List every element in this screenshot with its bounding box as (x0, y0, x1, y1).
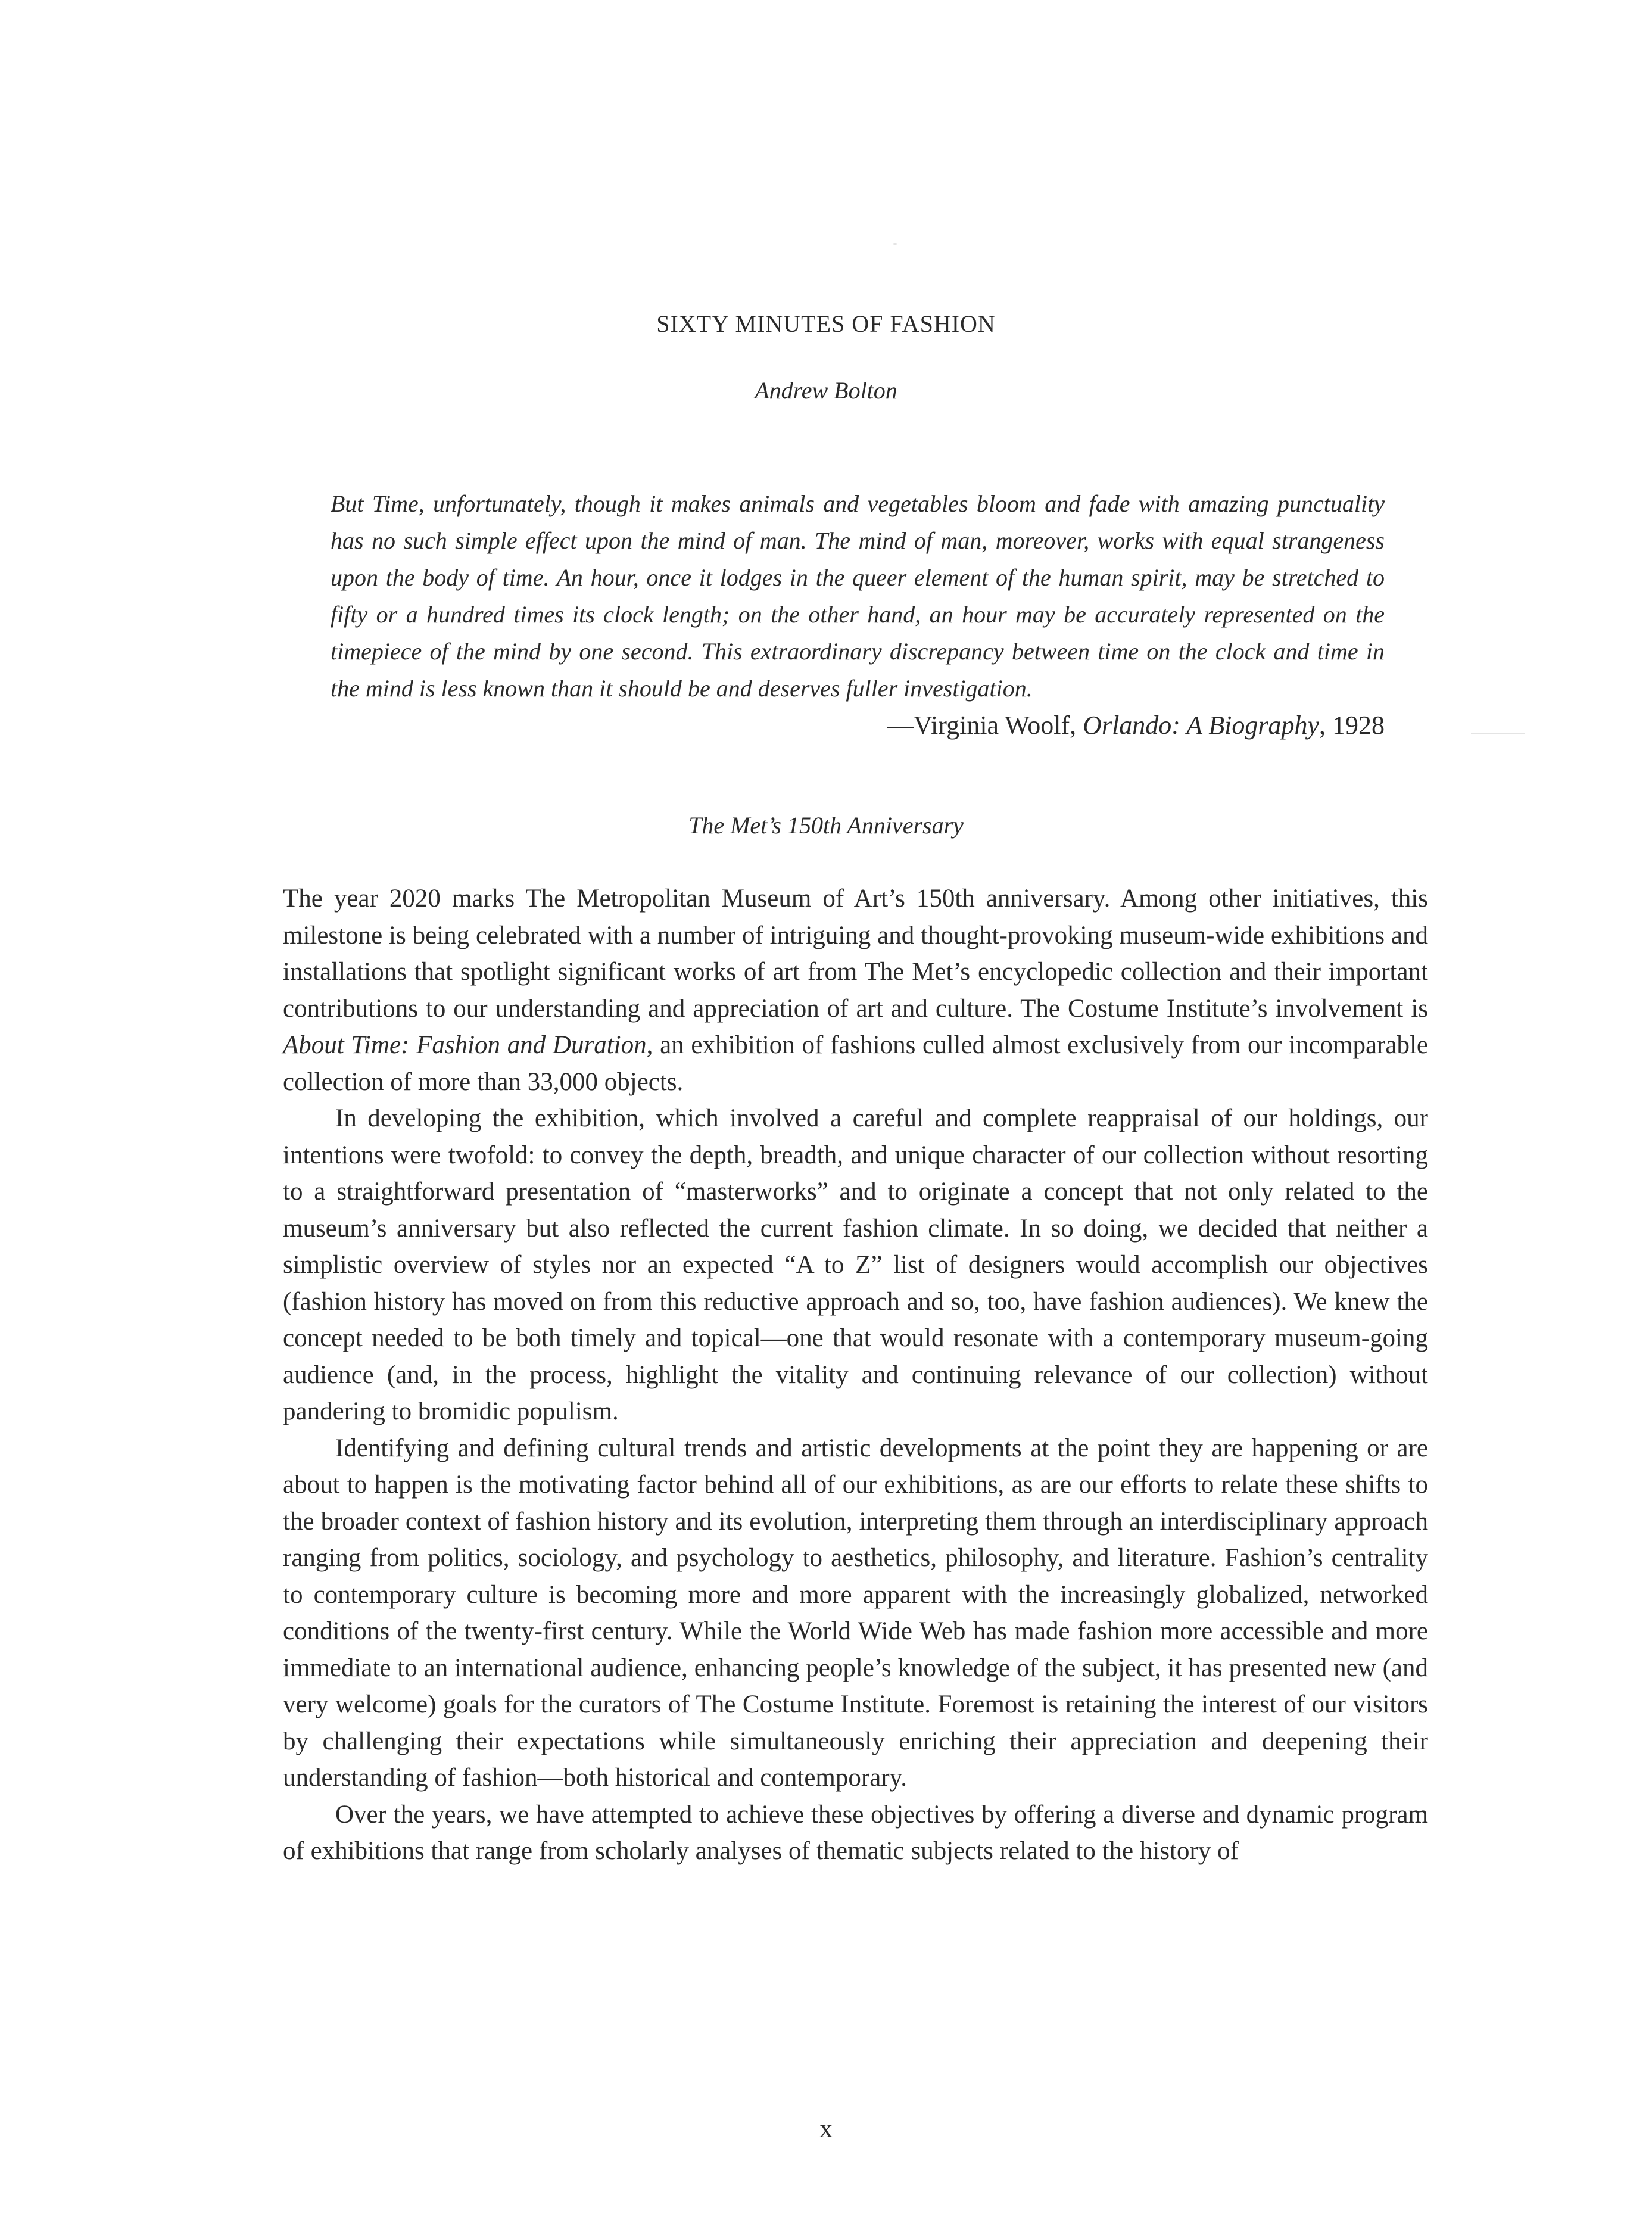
epigraph-attribution (331, 707, 1385, 744)
attribution-author: —Virginia Woolf, (887, 711, 1083, 740)
article-body (283, 880, 1428, 1870)
attribution-year: , 1928 (1319, 711, 1385, 740)
epigraph (331, 485, 1385, 744)
body-paragraph (283, 880, 1428, 1100)
paragraph-text: The year 2020 marks The Metropolitan Museum of Art’s 150th anniversary. Among other initiatives, this milestone is being celebrated with a number of intriguing and thought-provoking museum-wide exhibitions and installations that spotlight significant works of art from The Met’s encyclopedic collection and their important contributions to our understanding and appreciation of art and culture. The Costume Institute’s involvement is (283, 885, 1428, 1023)
exhibition-title: About Time: Fashion and Duration (283, 1031, 647, 1059)
epigraph-quote: But Time, unfortunately, though it makes animals and vegetables bloom and fade with amazing punctuality has no such simple effect upon the mind of man. The mind of man, moreover, works with equal strangeness upon the body of time. An hour, once it lodges in the queer element of the human spirit, may be stretched to fifty or a hundred times its clock length; on the other hand, an hour may be accurately represented on the timepiece of the mind by one second. This extraordinary discrepancy between time on the clock and time in the mind is less known than it should be and deserves fuller investigation. (331, 490, 1385, 702)
body-paragraph: Identifying and defining cultural trends and artistic developments at the point they are happening or are about to happen is the motivating factor behind all of our exhibitions, as are our efforts to relate these shifts to the broader context of fashion history and its evolution, interpreting them through an interdisciplinary approach ranging from politics, sociology, and psychology to aesthetics, philosophy, and literature. Fashion’s centrality to contemporary culture is becoming more and more apparent with the increasingly globalized, networked conditions of the twenty-first century. While the World Wide Web has made fashion more accessible and more immediate to an international audience, enhancing people’s knowledge of the subject, it has presented new (and very welcome) goals for the curators of The Costume Institute. Foremost is retaining the interest of our visitors by challenging their expectations while simultaneously enriching their appreciation and deepening their understanding of fashion—both historical and contemporary. (283, 1434, 1428, 1792)
body-paragraph: In developing the exhibition, which involved a careful and complete reappraisal of our holdings, our intentions were twofold: to convey the depth, breadth, and unique character of our collection without resorting to a straightforward presentation of “masterworks” and to originate a concept that not only related to the museum’s anniversary but also reflected the current fashion climate. In so doing, we decided that neither a simplistic overview of styles nor an expected “A to Z” list of designers would accomplish our objectives (fashion history has moved on from this reductive approach and so, too, have fashion audiences). We knew the concept needed to be both timely and topical—one that would resonate with a contemporary museum-going audience (and, in the process, highlight the vitality and continuing relevance of our collection) without pandering to bromidic populism. (283, 1104, 1428, 1425)
article-title: SIXTY MINUTES OF FASHION (656, 310, 996, 337)
body-paragraph: Over the years, we have attempted to achieve these objectives by offering a diverse and dynamic program of exhibitions that range from scholarly analyses of thematic subjects related to the history of (283, 1800, 1428, 1865)
page-number: x (819, 2114, 833, 2143)
paragraph-text: , an exhibition of fashions culled almost exclusively from our incomparable collection of more than 33,000 objects. (283, 1031, 1428, 1096)
section-heading: The Met’s 150th Anniversary (688, 812, 964, 839)
scan-smudge (1471, 733, 1525, 734)
article-author: Andrew Bolton (755, 377, 897, 404)
attribution-work: Orlando: A Biography (1083, 711, 1319, 740)
scan-smudge (893, 243, 897, 245)
